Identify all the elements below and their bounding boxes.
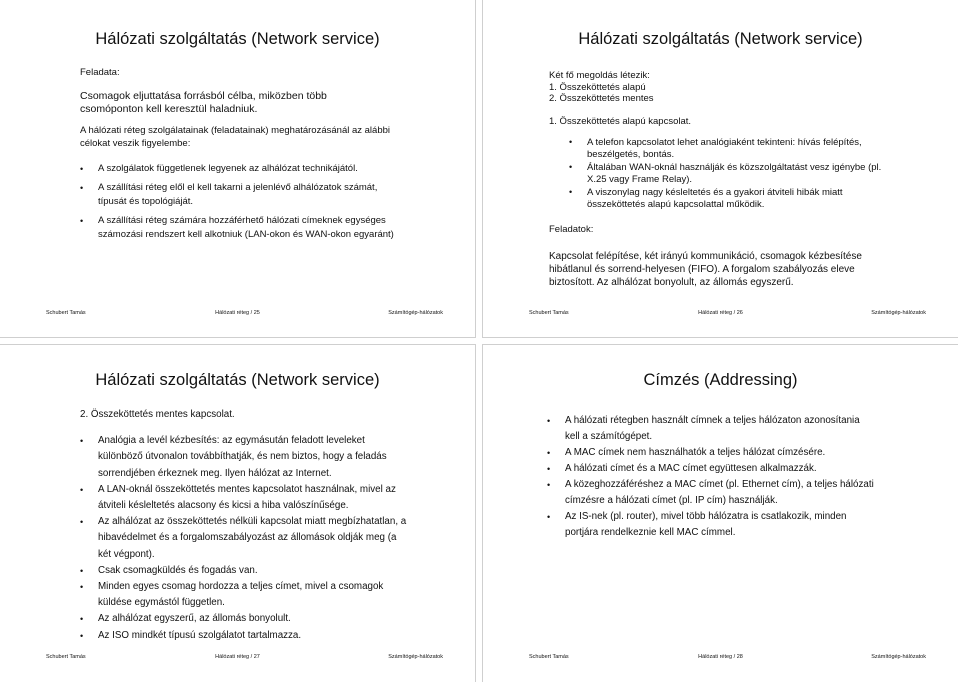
footer-page: Hálózati réteg / 26 bbox=[698, 310, 743, 316]
list-item: • A LAN-oknál összeköttetés mentes kapcsolatot használnak, mivel az átviteli késleltetés alacsony és kicsi a hiba valószínűsége. bbox=[80, 482, 410, 514]
slide-content bbox=[549, 70, 894, 289]
bullet-list bbox=[80, 433, 410, 644]
slide-title: Hálózati szolgáltatás (Network service) bbox=[95, 30, 380, 48]
list-item: • Általában WAN-oknál használják és közszolgáltatást vesz igénybe (pl. X.25 vagy Frame Relay). bbox=[569, 162, 889, 185]
list-item: • A MAC címek nem használhatók a teljes hálózat címzésére. bbox=[547, 445, 877, 461]
slide-content bbox=[547, 413, 892, 541]
slide-content bbox=[80, 407, 420, 644]
footer-topic: Számítógép-hálózatok bbox=[388, 654, 443, 660]
tasks-text: Kapcsolat felépítése, két irányú kommunikáció, csomagok kézbesítése hibátlanul és sorrend-helyesen (FIFO). A forgalom szabályozás eleve biztosított. Az alhálózat bonyolult, az állomás egyszerű. bbox=[549, 250, 862, 288]
footer-author: Schubert Tamás bbox=[529, 654, 569, 660]
list-item: • Az ISO mindkét típusú szolgálatot tartalmazza. bbox=[80, 628, 410, 644]
footer-author: Schubert Tamás bbox=[46, 310, 86, 316]
list-item: • Minden egyes csomag hordozza a teljes címet, mivel a csomagok küldése egymástól független. bbox=[80, 579, 410, 611]
footer-page: Hálózati réteg / 28 bbox=[698, 654, 743, 660]
section-heading: 2. Összeköttetés mentes kapcsolat. bbox=[80, 409, 235, 420]
slide-footer bbox=[0, 654, 475, 664]
list-item: • Az IS-nek (pl. router), mivel több hálózatra is csatlakozik, minden portjára rendelkeznie kell MAC címmel. bbox=[547, 509, 877, 541]
list-item: • A szállítási réteg számára hozzáférhető hálózati címeknek egységes számozási rendszert kell alkotniuk (LAN-okon és WAN-okon egyaránt) bbox=[80, 214, 398, 242]
footer-author: Schubert Tamás bbox=[46, 654, 86, 660]
footer-author: Schubert Tamás bbox=[529, 310, 569, 316]
list-item: • Az alhálózat az összeköttetés nélküli kapcsolat miatt megbízhatatlan, a hibavédelmet és a forgalomszabályozást az állomások oldják meg (a két végpont). bbox=[80, 514, 410, 563]
task-text: Csomagok eljuttatása forrásból célba, miközben több csomóponton kell keresztül haladniuk. bbox=[80, 90, 327, 115]
list-item: • A közeghozzáféréshez a MAC címet (pl. Ethernet cím), a teljes hálózati címzésre a hálózati címet (pl. IP cím) használják. bbox=[547, 477, 877, 509]
slide-title: Hálózati szolgáltatás (Network service) bbox=[95, 371, 380, 389]
list-item: • Az alhálózat egyszerű, az állomás bonyolult. bbox=[80, 611, 410, 627]
list-item: • Analógia a levél kézbesítés: az egymásután feladott leveleket különböző útvonalon továbbíthatják, és nem biztos, hogy a feladás sorrendjében érkeznek meg. Ilyen hálózat az Internet. bbox=[80, 433, 410, 482]
slide-content bbox=[80, 66, 410, 242]
footer-page: Hálózati réteg / 27 bbox=[215, 654, 260, 660]
list-item: • Csak csomagküldés és fogadás van. bbox=[80, 563, 410, 579]
slide-footer bbox=[483, 654, 958, 664]
list-item: • A hálózati címet és a MAC címet együttesen alkalmazzák. bbox=[547, 461, 877, 477]
bullet-list bbox=[80, 162, 398, 242]
slide-27 bbox=[0, 344, 476, 682]
intro-text: Két fő megoldás létezik: bbox=[549, 70, 650, 81]
slide-footer bbox=[0, 310, 475, 320]
footer-page: Hálózati réteg / 25 bbox=[215, 310, 260, 316]
slide-footer bbox=[483, 310, 958, 320]
goals-intro: A hálózati réteg szolgálatainak (feladatainak) meghatározásánál az alábbi célokat veszik figyelembe: bbox=[80, 125, 391, 149]
slide-title: Címzés (Addressing) bbox=[643, 371, 798, 389]
option-1: 1. Összeköttetés alapú bbox=[549, 81, 646, 93]
slide-title: Hálózati szolgáltatás (Network service) bbox=[578, 30, 863, 48]
list-item: • A telefon kapcsolatot lehet analógiaként tekinteni: hívás felépítés, beszélgetés, bontás. bbox=[569, 137, 889, 160]
footer-topic: Számítógép-hálózatok bbox=[388, 310, 443, 316]
list-item: • A szolgálatok függetlenek legyenek az alhálózat technikájától. bbox=[80, 162, 398, 176]
footer-topic: Számítógép-hálózatok bbox=[871, 654, 926, 660]
list-item: • A hálózati rétegben használt címnek a teljes hálózaton azonosítania kell a számítógépet. bbox=[547, 413, 877, 445]
footer-topic: Számítógép-hálózatok bbox=[871, 310, 926, 316]
bullet-list bbox=[569, 137, 889, 210]
list-item: • A szállítási réteg elől el kell takarni a jelenlévő alhálózatok számát, típusát és topológiáját. bbox=[80, 181, 398, 209]
slide-26 bbox=[482, 0, 958, 338]
slide-25 bbox=[0, 0, 476, 338]
option-2: 2. Összeköttetés mentes bbox=[549, 93, 654, 104]
tasks-label: Feladatok: bbox=[549, 224, 594, 235]
bullet-list bbox=[547, 413, 877, 541]
slide-28 bbox=[482, 344, 958, 682]
task-label: Feladata: bbox=[80, 67, 120, 78]
section-heading: 1. Összeköttetés alapú kapcsolat. bbox=[549, 115, 692, 127]
list-item: • A viszonylag nagy késleltetés és a gyakori átviteli hibák miatt összeköttetés alapú kapcsolattal működik. bbox=[569, 187, 889, 210]
